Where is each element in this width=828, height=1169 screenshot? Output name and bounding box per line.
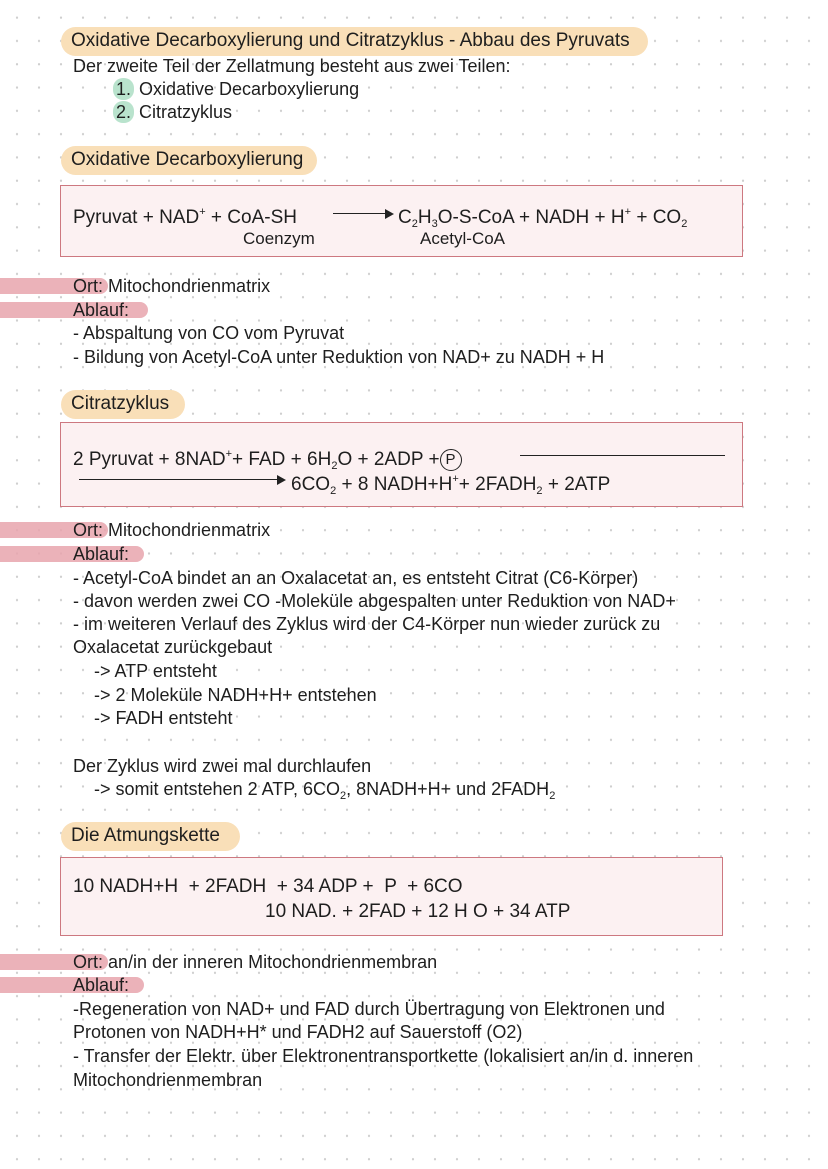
step: - Transfer der Elektr. über Elektronentransportkette (lokalisiert an/in d. inneren	[73, 1046, 694, 1066]
summary: Der Zyklus wird zwei mal durchlaufen	[73, 756, 372, 776]
result: -> ATP entsteht	[94, 661, 217, 681]
equation-oxdec-lhs: Pyruvat + NAD+ + CoA-SH	[73, 206, 297, 228]
part-label: Citratzyklus	[134, 102, 233, 122]
reaction-arrow	[333, 213, 386, 214]
ort-oxdec: Ort: Mitochondrienmatrix	[73, 276, 271, 296]
ablauf-label: Ablauf:	[73, 544, 130, 564]
step: Mitochondrienmembran	[73, 1070, 263, 1090]
step: -Regeneration von NAD+ und FAD durch Übertragung von Elektronen und	[73, 999, 665, 1019]
reaction-arrow	[79, 479, 278, 480]
part-2	[116, 101, 232, 123]
part-number: 2.	[113, 101, 134, 123]
part-label: Oxidative Decarboxylierung	[134, 79, 360, 99]
phosphate-circle: P	[440, 449, 462, 471]
equation-citrat-line2: $6CO_2 + 8$ NADH+H++ $2FADH_2 + 2ATP$	[291, 473, 611, 497]
step: - im weiteren Verlauf des Zyklus wird der C4-Körper nun wieder zurück zu	[73, 614, 661, 634]
step: - davon werden zwei CO -Moleküle abgespalten unter Reduktion von NAD+	[73, 591, 676, 611]
step: - Abspaltung von CO vom Pyruvat	[73, 323, 345, 343]
step: - Acetyl-CoA bindet an an Oxalacetat an, es entsteht Citrat (C6-Körper)	[73, 568, 639, 588]
intro-text: Der zweite Teil der Zellatmung besteht aus zwei Teilen:	[73, 56, 511, 76]
summary-result: -> somit entstehen 2 ATP, $6CO_2$, 8NADH+H+ und $2FADH_2$	[94, 779, 556, 802]
step: Oxalacetat zurückgebaut	[73, 637, 273, 657]
ablauf-label: Ablauf:	[73, 300, 130, 320]
section-heading-oxdec: Oxidative Decarboxylierung	[61, 146, 317, 175]
equation-atmung-line1: 10 NADH+H + 2FADH + 34 ADP + P + 6CO	[73, 876, 463, 897]
result: -> FADH entsteht	[94, 708, 233, 728]
ablauf-label: Ablauf:	[73, 975, 130, 995]
label-acetyl-coa: Acetyl-CoA	[420, 229, 506, 248]
equation-atmung-line2: 10 NAD. + 2FAD + 12 H O + 34 ATP	[265, 901, 571, 922]
ort-citrat: Ort: Mitochondrienmatrix	[73, 520, 271, 540]
reaction-line	[520, 455, 725, 456]
label-coenzym: Coenzym	[243, 229, 315, 248]
arrow-head-icon	[385, 209, 394, 219]
ort-atmung: Ort: an/in der inneren Mitochondrienmembran	[73, 952, 438, 972]
section-heading-citrat: Citratzyklus	[61, 390, 185, 419]
step: Protonen von NADH+H* und FADH2 auf Sauerstoff (O2)	[73, 1022, 523, 1042]
step: - Bildung von Acetyl-CoA unter Reduktion von NAD+ zu NADH + H	[73, 347, 605, 367]
equation-citrat-line1: 2 Pyruvat + 8NAD++ FAD + $6H_2O + 2ADP + P$	[73, 443, 462, 477]
section-heading-atmung: Die Atmungskette	[61, 822, 240, 851]
part-number: 1.	[113, 78, 134, 100]
result: -> 2 Moleküle NADH+H+ entstehen	[94, 685, 377, 705]
page-title: Oxidative Decarboxylierung und Citratzyklus - Abbau des Pyruvats	[61, 27, 648, 56]
part-1	[116, 78, 359, 100]
equation-oxdec-rhs: $C_2H_3O-S$-CoA + NADH + $H^+ + CO_2$	[398, 206, 688, 230]
arrow-head-icon	[277, 475, 286, 485]
